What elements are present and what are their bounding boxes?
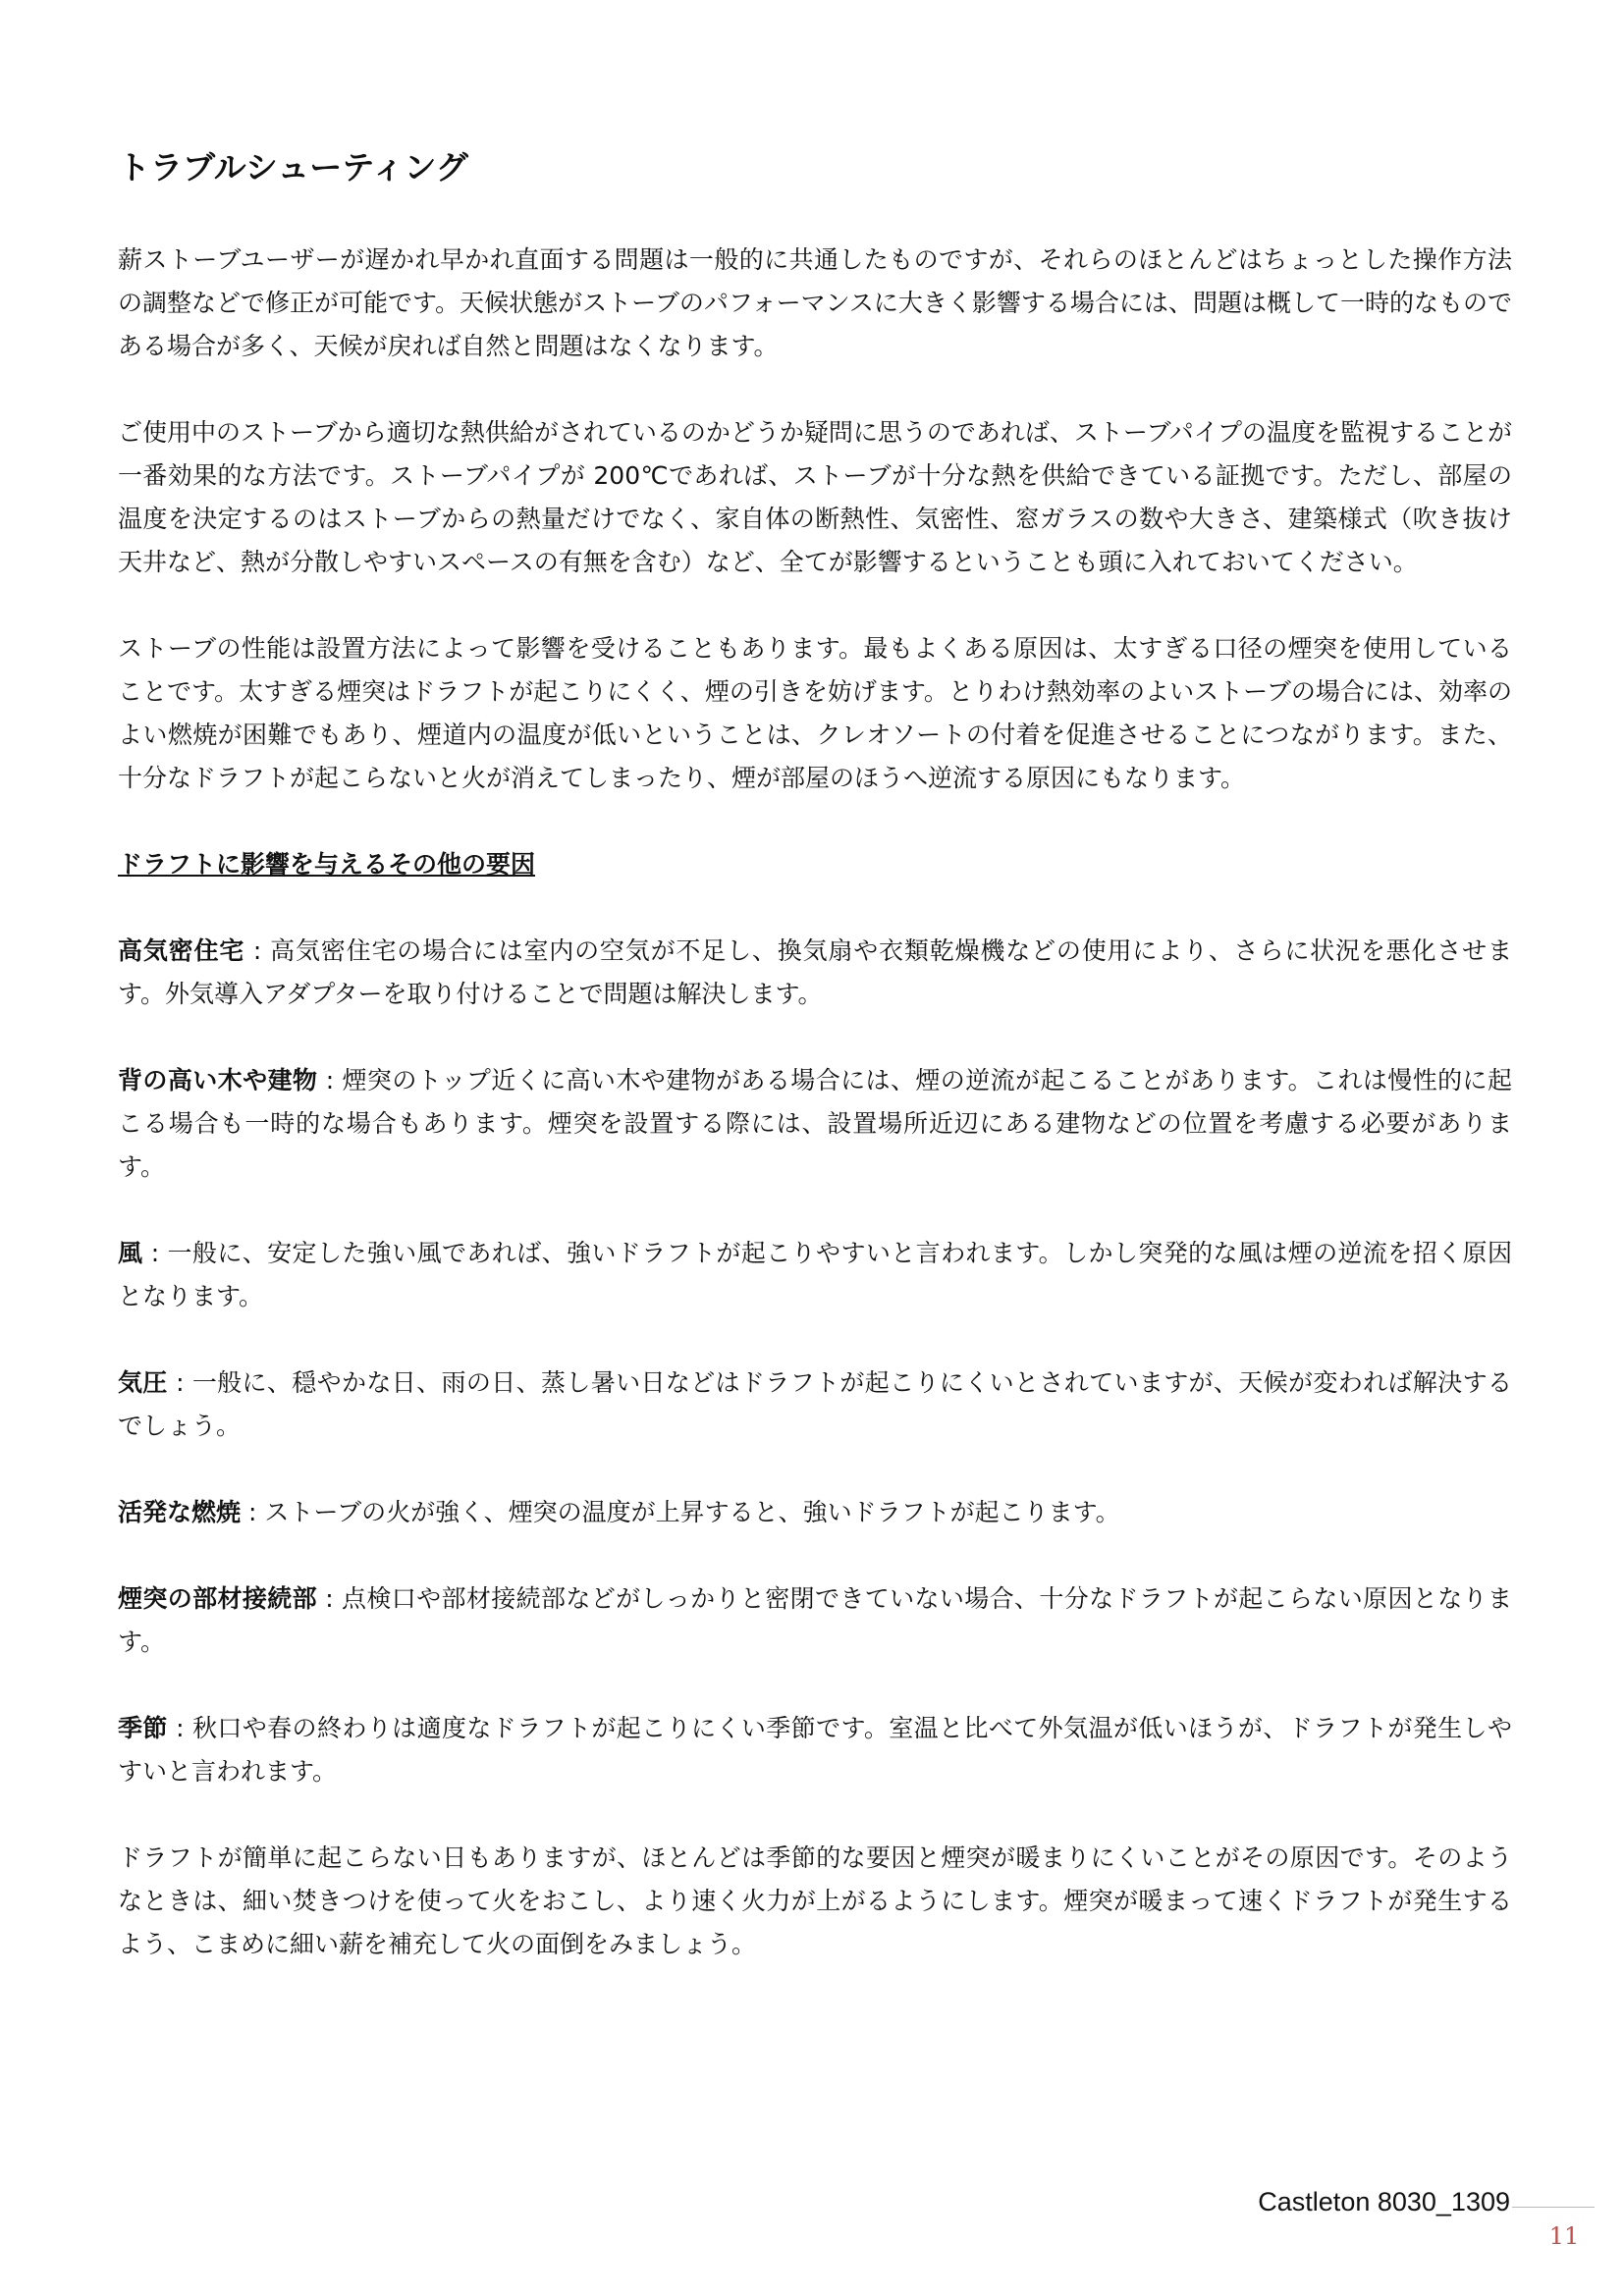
factor-separator: : <box>317 1065 343 1095</box>
factor-term: 高気密住宅 <box>118 935 245 965</box>
factor-separator: : <box>241 1497 265 1526</box>
page-title: トラブルシューティング <box>118 148 468 187</box>
factor-air-pressure <box>118 1362 1512 1448</box>
factor-term: 活発な燃焼 <box>118 1497 242 1526</box>
factor-text: ストーブの火が強く、煙突の温度が上昇すると、強いドラフトが起こります。 <box>264 1497 1120 1526</box>
factor-term: 煙突の部材接続部 <box>118 1583 317 1613</box>
factor-separator: : <box>244 935 271 965</box>
factor-separator: : <box>142 1238 168 1267</box>
factor-term: 風 <box>118 1238 143 1267</box>
page-footer <box>1035 2187 1624 2295</box>
document-body <box>118 147 1512 2009</box>
footer-divider <box>1512 2207 1595 2208</box>
factor-term: 気圧 <box>118 1367 168 1397</box>
factor-text: 煙突のトップ近くに高い木や建物がある場合には、煙の逆流が起こることがあります。これは慢性的に起こる場合も一時的な場合もあります。煙突を設置する際には、設置場所近辺にある建物などの位置を考慮する必要があります。 <box>118 1065 1512 1181</box>
heat-supply-paragraph: ご使用中のストーブから適切な熱供給がされているのかどうか疑問に思うのであれば、ストーブパイプの温度を監視することが一番効果的な方法です。ストーブパイプが 200℃であれば、ストーブが十分な熱を供給できている証拠です。ただし、部屋の温度を決定するのはストーブからの熱量だけでなく、家自体の断熱性、気密性、窓ガラスの数や大きさ、建築様式（吹き抜け天井など、熱が分散しやすいスペースの有無を含む）など、全てが影響するということも頭に入れておいてください。 <box>118 417 1512 576</box>
factor-separator: : <box>316 1583 343 1613</box>
factor-chimney-joints <box>118 1577 1512 1664</box>
factor-text: 秋口や春の終わりは適度なドラフトが起こりにくい季節です。室温と比べて外気温が低いほうが、ドラフトが発生しやすいと言われます。 <box>118 1713 1512 1786</box>
page-number: 11 <box>1548 2222 1580 2250</box>
factor-text: 一般に、安定した強い風であれば、強いドラフトが起こりやすいと言われます。しかし突発的な風は煙の逆流を招く原因となります。 <box>118 1238 1512 1310</box>
factor-airtight-house <box>118 930 1512 1016</box>
factor-wind <box>118 1232 1512 1318</box>
factor-tall-trees <box>118 1059 1512 1189</box>
factor-text: 点検口や部材接続部などがしっかりと密閉できていない場合、十分なドラフトが起こらない原因となります。 <box>118 1583 1512 1656</box>
factor-text: 高気密住宅の場合には室内の空気が不足し、換気扇や衣類乾燥機などの使用により、さらに状況を悪化させます。外気導入アダプターを取り付けることで問題は解決します。 <box>118 935 1512 1008</box>
factor-separator: : <box>167 1713 192 1742</box>
section-subheading: ドラフトに影響を与えるその他の要因 <box>118 849 536 879</box>
factor-text: 一般に、穏やかな日、雨の日、蒸し暑い日などはドラフトが起こりにくいとされていますが、天候が変われば解決するでしょう。 <box>118 1367 1512 1440</box>
installation-paragraph: ストーブの性能は設置方法によって影響を受けることもあります。最もよくある原因は、太すぎる口径の煙突を使用していることです。太すぎる煙突はドラフトが起こりにくく、煙の引きを妨げます。とりわけ熱効率のよいストーブの場合には、効率のよい燃焼が困難でもあり、煙道内の温度が低いということは、クレオソートの付着を促進させることにつながります。また、十分なドラフトが起こらないと火が消えてしまったり、煙が部屋のほうへ逆流する原因にもなります。 <box>118 633 1512 792</box>
closing-paragraph: ドラフトが簡単に起こらない日もありますが、ほとんどは季節的な要因と煙突が暖まりにくいことがその原因です。そのようなときは、細い焚きつけを使って火をおこし、より速く火力が上がるようにします。煙突が暖まって速くドラフトが発生するよう、こまめに細い薪を補充して火の面倒をみましょう。 <box>118 1842 1512 1958</box>
intro-paragraph: 薪ストーブユーザーが遅かれ早かれ直面する問題は一般的に共通したものですが、それらのほとんどはちょっとした操作方法の調整などで修正が可能です。天候状態がストーブのパフォーマンスに大きく影響する場合には、問題は概して一時的なものである場合が多く、天候が戻れば自然と問題はなくなります。 <box>118 244 1512 360</box>
factor-active-combustion <box>118 1491 1512 1534</box>
factor-season <box>118 1707 1512 1793</box>
document-id: Castleton 8030_1309 <box>1258 2187 1510 2216</box>
factor-separator: : <box>167 1367 192 1397</box>
factor-term: 背の高い木や建物 <box>118 1065 318 1095</box>
factor-term: 季節 <box>118 1713 168 1742</box>
